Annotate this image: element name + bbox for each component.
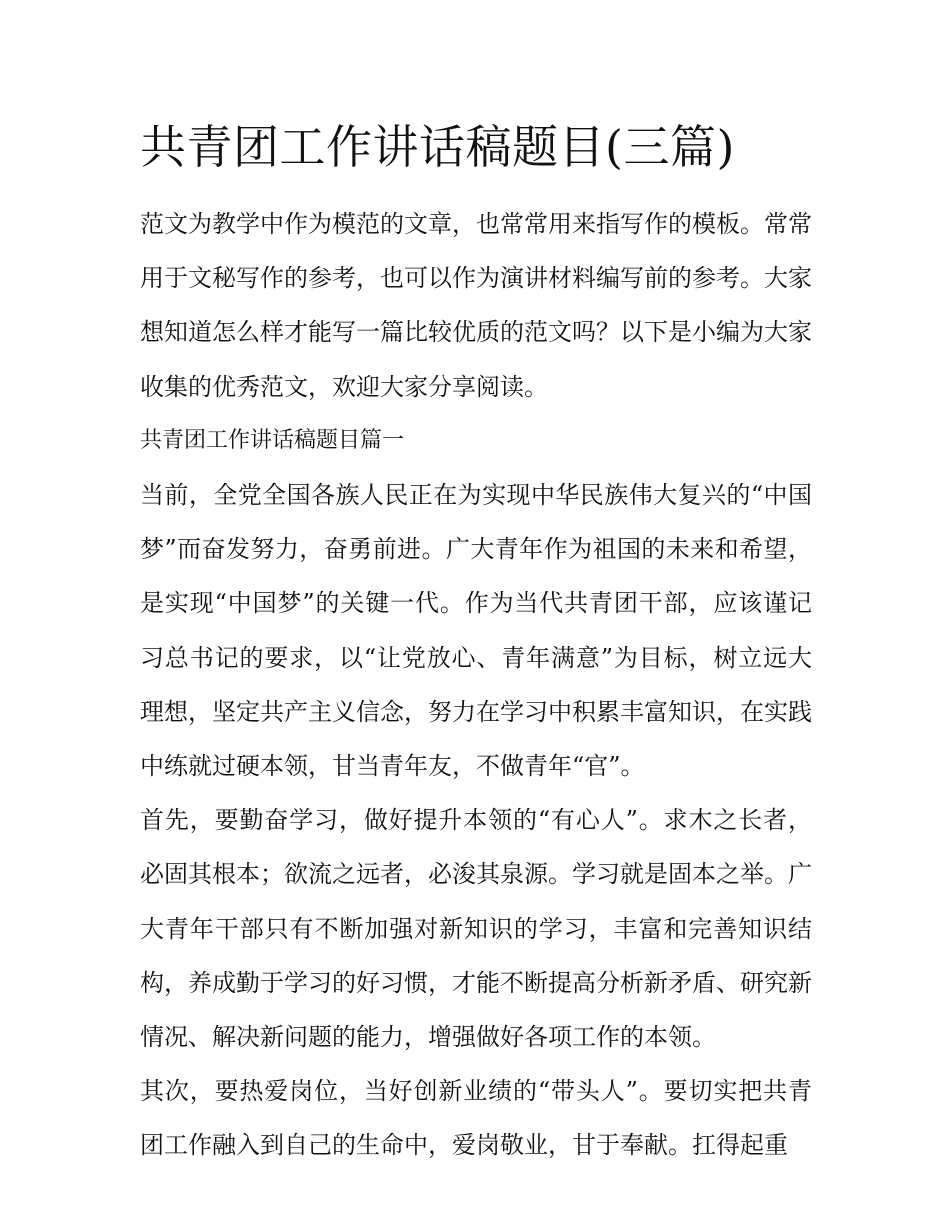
section-heading: 共青团工作讲话稿题目篇一 [140,427,405,453]
body-paragraph: 其次，要热爱岗位，当好创新业绩的“带头人”。要切实把共青团工作融入到自己的生命中，爱岗敬业，甘于奉献。扛得起重 [140,1077,812,1160]
body-paragraph: 当前，全党全国各族人民正在为实现中华民族伟大复兴的“中国梦”而奋发努力，奋勇前进。广大青年作为祖国的未来和希望，是实现“中国梦”的关键一代。作为当代共青团干部，应该谨记习总书记的要求，以“让党放心、青年满意”为目标，树立远大理想，坚定共产主义信念，努力在学习中积累丰富知识，在实践中练就过硬本领，甘当青年友，不做青年“官”。 [140,481,812,781]
document-title: 共青团工作讲话稿题目(三篇) [140,120,735,174]
document-body [140,197,812,1173]
body-paragraph: 首先，要勤奋学习，做好提升本领的“有心人”。求木之长者，必固其根本；欲流之远者，必浚其泉源。学习就是固本之举。广大青年干部只有不断加强对新知识的学习，丰富和完善知识结构，养成勤于学习的好习惯，才能不断提高分析新矛盾、研究新情况、解决新问题的能力，增强做好各项工作的本领。 [140,806,812,1052]
intro-paragraph: 范文为教学中作为模范的文章，也常常用来指写作的模板。常常用于文秘写作的参考，也可以作为演讲材料编写前的参考。大家想知道怎么样才能写一篇比较优质的范文吗？以下是小编为大家收集的优秀范文，欢迎大家分享阅读。 [140,210,812,401]
